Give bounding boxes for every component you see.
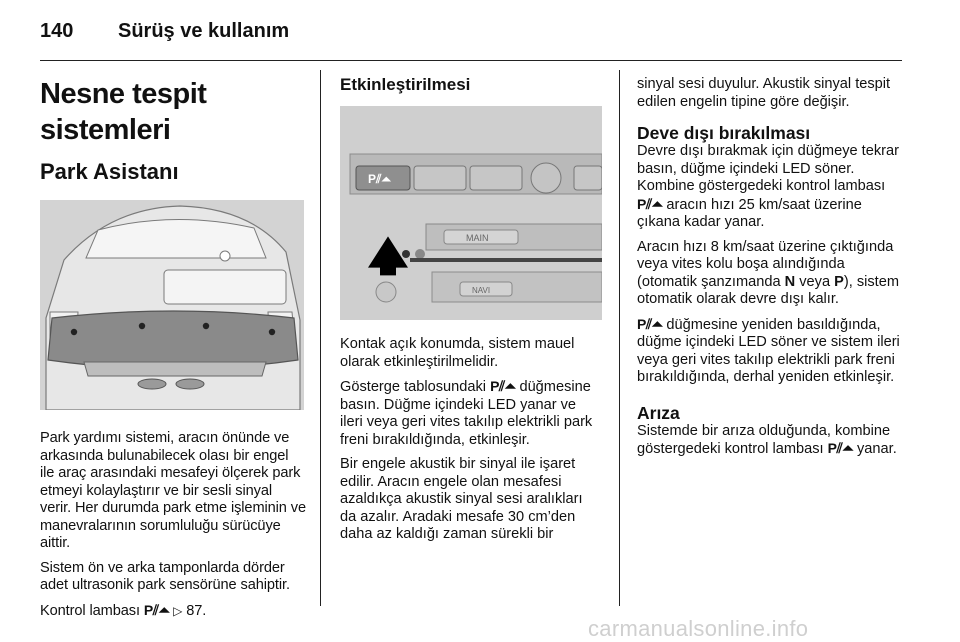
dashboard-button-illustration <box>340 106 602 320</box>
chapter-title: Nesne tespit sistemleri <box>40 78 207 146</box>
section-title: Sürüş ve kullanım <box>118 20 290 42</box>
page-reference-icon: ▷ <box>173 603 183 618</box>
deactivation-para-2: Aracın hızı 8 km/saat üzerine çıktığında veya vites kolu boşa alındığında (otomatik şanzımanda N veya P), sistem otomatik olarak devre dışı kalır. <box>637 238 900 307</box>
column-divider-2 <box>619 70 620 606</box>
park-assist-title: Park Asistanı <box>40 159 179 184</box>
park-assist-icon: P⫽⏶ <box>637 195 663 212</box>
page-reference[interactable]: 87. <box>186 602 207 619</box>
column-1 <box>40 66 306 627</box>
fault-paragraph: Sistemde bir arıza olduğunda, kombine göstergedeki kontrol lambası P⫽⏶ yanar. <box>637 422 897 457</box>
deactivation-para-1: Devre dışı bırakmak için düğmeye tekrar basın, düğme içindeki LED söner. Kombine göstergedeki kontrol lambası P⫽⏶ aracın hızı 25 km/saat üzerine çıkana kadar yanar. <box>637 143 899 230</box>
activation-para-2: Gösterge tablosundaki P⫽⏶ düğmesine basın. Düğme içindeki LED yanar ve ileri veya geri vites takılıp elektrikli park freni bırakıldığında, etkinleşir. <box>340 378 593 448</box>
column-divider-1 <box>320 70 321 606</box>
panel-park-button-label: P⫽⏶ <box>368 172 391 186</box>
park-assist-icon: P⫽⏶ <box>490 378 516 394</box>
park-assist-icon: P⫽⏶ <box>143 601 170 618</box>
intro-paragraph: Park yardımı sistemi, aracın önünde ve arkasında bulunabilecek olası bir engel ile araç arasındaki mesafeyi ölçerek park etmeyi kolaylaştırır ve bir sesli sinyal verir. Her durumda park etme işleminin ve manevralarının sorumluluğu sürücüye aittir. <box>40 430 306 551</box>
rear-bumper-sensors-illustration <box>40 200 304 410</box>
activation-para-1: Kontak açık konumda, sistem mauel olarak etkinleştirilmelidir. <box>340 336 575 370</box>
deactivation-heading: Deve dışı bırakılması <box>637 123 811 143</box>
activation-para-3: Bir engele akustik bir sinyal ile işaret edilir. Aracın engele olan mesafesi azaldıkça akustik sinyal sesi aralıkları da azalır. Aradaki mesafe 30 cm’den daha az kaldığı zaman sürekli bir <box>340 456 583 542</box>
column-3 <box>637 66 905 466</box>
watermark: carmanualsonline.info <box>588 616 809 641</box>
park-assist-icon: P⫽⏶ <box>827 440 853 456</box>
panel-main-label: MAIN <box>466 233 489 243</box>
fault-heading: Arıza <box>637 402 680 423</box>
signal-continuation: sinyal sesi duyulur. Akustik sinyal tespit edilen engelin tipine göre değişir. <box>637 76 891 110</box>
header-rule <box>40 60 902 61</box>
control-lamp-paragraph: Kontrol lambası P⫽⏶ ▷ 87. <box>40 601 207 619</box>
activation-heading: Etkinleştirilmesi <box>340 75 471 94</box>
park-assist-icon: P⫽⏶ <box>637 315 663 332</box>
column-2 <box>340 66 602 551</box>
panel-navi-label: NAVI <box>472 286 491 295</box>
page-number: 140 <box>40 20 74 42</box>
deactivation-para-3: P⫽⏶ düğmesine yeniden basıldığında, düğme içindeki LED söner ve sistem ileri veya geri vites takılıp elektrikli park freni bırakıldığında, derhal yeniden etkinleşir. <box>637 315 900 385</box>
page-header <box>40 20 900 54</box>
sensor-paragraph: Sistem ön ve arka tamponlarda dörder adet ultrasonik park sensörüne sahiptir. <box>40 559 290 593</box>
